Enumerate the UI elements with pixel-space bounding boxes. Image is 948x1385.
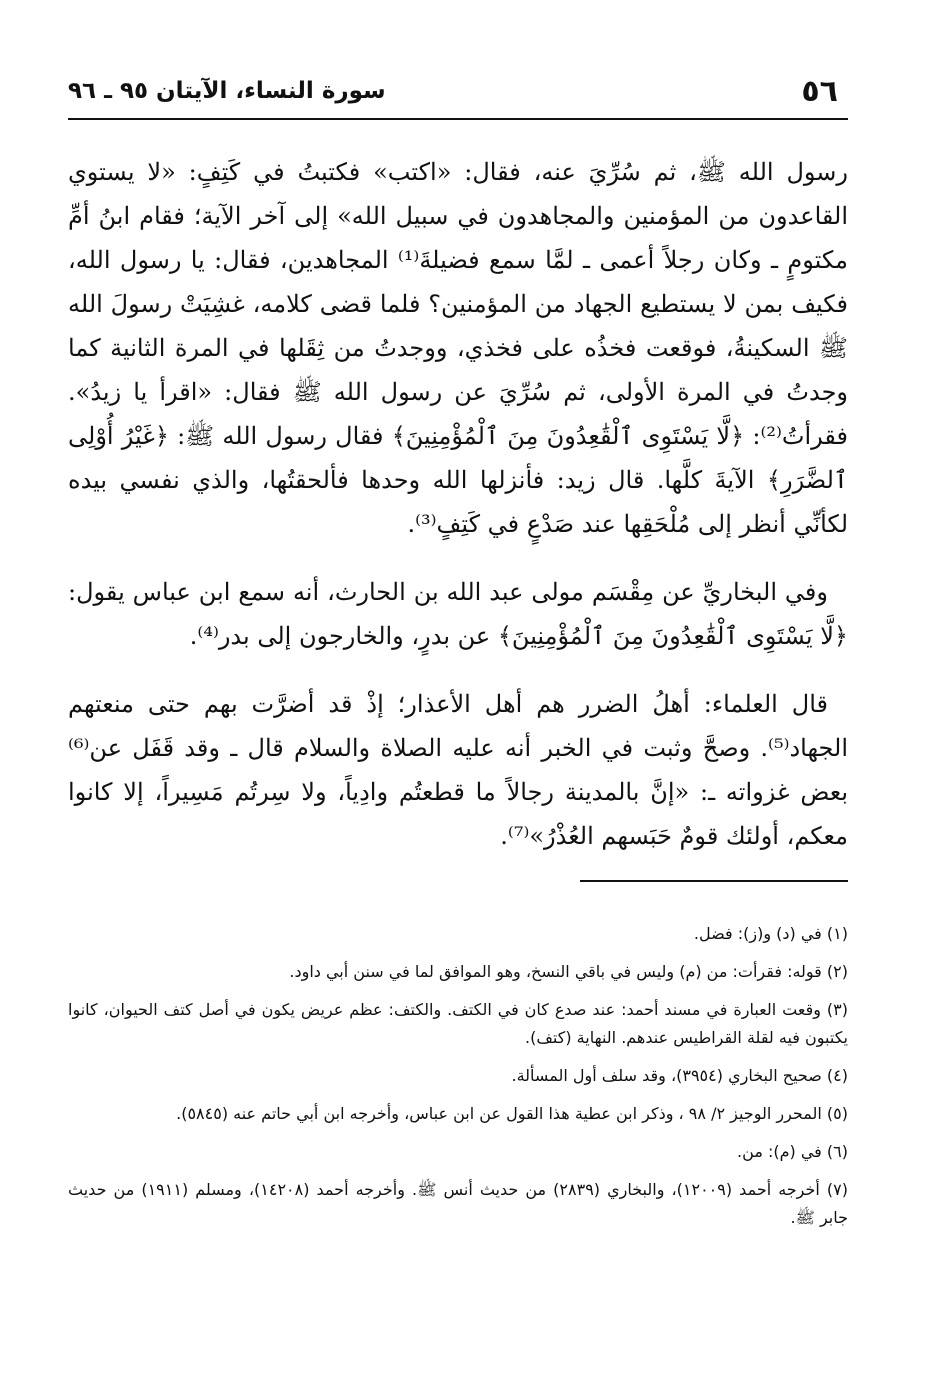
- footnote: (٥) المحرر الوجيز ٢/ ٩٨ ، وذكر ابن عطية هذا القول عن ابن عباس، وأخرجه ابن أبي حاتم عنه (٥٨٤٥).: [176, 1104, 848, 1123]
- paragraph: قال العلماء: أهلُ الضرر هم أهل الأعذار؛ إذْ قد أضرَّت بهم حتى منعتهم الجهاد⁽⁵⁾. وصحَّ وثبت في الخبر أنه عليه الصلاة والسلام قال ـ وقد قَفَل عن⁽⁶⁾ بعض غزواته ـ: «إنَّ بالمدينة رجالاً ما قطعتُم وادِياً، ولا سِرتُم مَسِيراً، إلا كانوا معكم، أولئك قومٌ حَبَسهم العُذْرُ»⁽⁷⁾.: [68, 690, 849, 850]
- footnote: (٤) صحيح البخاري (٣٩٥٤)، وقد سلف أول المسألة.: [511, 1066, 848, 1085]
- paragraph: رسول الله ﷺ، ثم سُرِّيَ عنه، فقال: «اكتب» فكتبتُ في كَتِفٍ: «لا يستوي القاعدون من المؤمنين والمجاهدون في سبيل الله» إلى آخر الآية؛ فقام ابنُ أمِّ مكتومٍ ـ وكان رجلاً أعمى ـ لمَّا سمع فضيلةَ⁽¹⁾ المجاهدين، فقال: يا رسول الله، فكيف بمن لا يستطيع الجهاد من المؤمنين؟ فلما قضى كلامه، غشِيَتْ رسولَ الله ﷺ السكينةُ، فوقعت فخذُه على فخذي، ووجدتُ من ثِقَلها في المرة الثانية كما وجدتُ في المرة الأولى، ثم سُرِّيَ عن رسول الله ﷺ فقال: «اقرأ يا زيدُ». فقرأتُ⁽²⁾: ﴿لَّا يَسْتَوِى ٱلْقَٰعِدُونَ مِنَ ٱلْمُؤْمِنِينَ﴾ فقال رسول الله ﷺ: ﴿غَيْرُ أُوْلِى ٱلضَّرَرِ﴾ الآيةَ كلَّها. قال زيد: فأنزلها الله وحدها فألحقتُها، والذي نفسي بيده لكأنِّي أنظر إلى مُلْحَقِها عند صَدْعٍ في كَتِفٍ⁽³⁾.: [68, 158, 848, 538]
- footnote: (٧) أخرجه أحمد (١٢٠٠٩)، والبخاري (٢٨٣٩) من حديث أنس ﷺ. وأخرجه أحمد (١٤٢٠٨)، ومسلم (١٩١١) من حديث جابر ﷺ.: [68, 1180, 848, 1227]
- footnote: (٦) في (م): من.: [737, 1142, 848, 1161]
- footnotes: [68, 920, 848, 1232]
- footnote: (٢) قوله: فقرأت: من (م) وليس في باقي النسخ، وهو الموافق لما في سنن أبي داود.: [289, 962, 848, 981]
- main-text: [68, 150, 848, 858]
- running-title: سورة النساء، الآيتان ٩٥ ـ ٩٦: [68, 78, 386, 104]
- page-number: ٥٦: [801, 74, 838, 109]
- book-page: [68, 60, 848, 1360]
- footnote-divider: [580, 880, 848, 882]
- footnote: (٣) وقعت العبارة في مسند أحمد: عند صدع كان في الكتف. والكتف: عظم عريض يكون في أصل كتف الحيوان، كانوا يكتبون فيه لقلة القراطيس عندهم. النهاية (كتف).: [68, 1000, 848, 1047]
- page-header: [68, 60, 848, 120]
- paragraph: وفي البخاريِّ عن مِقْسَم مولى عبد الله بن الحارث، أنه سمع ابن عباس يقول: ﴿لَّا يَسْتَوِى ٱلْقَٰعِدُونَ مِنَ ٱلْمُؤْمِنِينَ﴾ عن بدرٍ، والخارجون إلى بدر⁽⁴⁾.: [68, 578, 848, 650]
- footnote: (١) في (د) و(ز): فضل.: [693, 924, 848, 943]
